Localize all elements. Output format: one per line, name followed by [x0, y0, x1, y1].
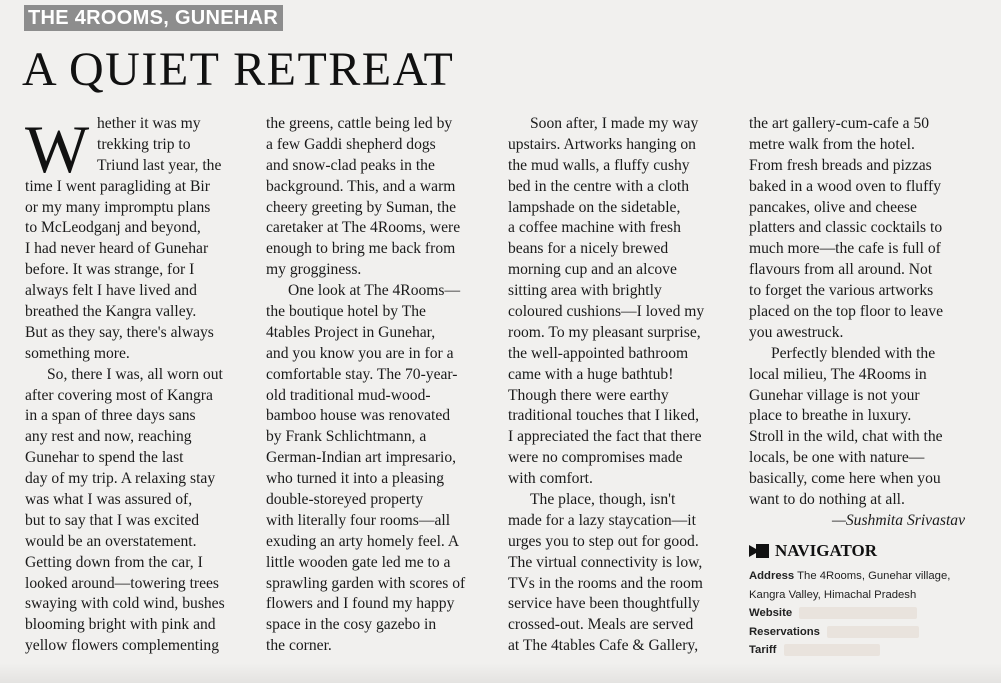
text-line: bamboo house was renovated	[266, 407, 451, 425]
text-line: blooming bright with pink and	[25, 616, 216, 634]
text-line: a coffee machine with fresh	[508, 219, 681, 237]
text-line: and you know you are in for a	[266, 344, 454, 362]
text-line: beans for a nicely brewed	[508, 240, 669, 258]
reservations-row	[749, 623, 950, 642]
text-line: any rest and now, reaching	[25, 428, 192, 446]
text-line: bed in the centre with a cloth	[508, 177, 689, 195]
text-line: 4tables Project in Gunehar,	[266, 323, 436, 341]
address-value-line-2: Kangra Valley, Himachal Pradesh	[749, 588, 917, 601]
address-value-line-1: The 4Rooms, Gunehar village,	[797, 570, 951, 582]
text-line: background. This, and a warm	[266, 177, 456, 195]
text-line: placed on the top floor to leave	[749, 303, 943, 321]
text-line: place to breathe in luxury.	[749, 407, 912, 425]
text-line: breathed the Kangra valley.	[25, 303, 197, 321]
text-line: looked around—towering trees	[25, 574, 220, 592]
text-line: The place, though, isn't	[530, 491, 676, 509]
text-line: the mud walls, a fluffy cushy	[508, 156, 690, 174]
text-line: always felt I have lived and	[25, 282, 197, 300]
text-line: the greens, cattle being led by	[266, 115, 453, 132]
text-line: local milieu, The 4Rooms in	[749, 365, 927, 383]
text-line: in a span of three days sans	[25, 407, 196, 425]
text-line: Gunehar to spend the last	[25, 449, 184, 467]
redacted-tariff	[784, 644, 880, 656]
text-line: space in the cosy gazebo in	[266, 616, 437, 634]
text-line: with literally four rooms—all	[266, 511, 451, 529]
text-line: service have been thoughtfully	[508, 595, 700, 613]
text-line: platters and classic cocktails to	[749, 219, 943, 237]
text-line: was what I was assured of,	[25, 491, 193, 509]
page-bottom-shadow	[0, 663, 1001, 683]
text-line: hether it was my	[97, 115, 201, 132]
text-line: crossed-out. Meals are served	[508, 616, 694, 634]
navigator-title: NAVIGATOR	[775, 541, 878, 560]
text-line: want to do nothing at all.	[749, 491, 905, 509]
text-line: old traditional mud-wood-	[266, 386, 431, 404]
text-line: after covering most of Kangra	[25, 386, 213, 404]
text-line: flowers and I found my happy	[266, 595, 455, 613]
text-line: Perfectly blended with the	[771, 344, 936, 362]
text-line: Stroll in the wild, chat with the	[749, 428, 943, 446]
text-line: or my many impromptu plans	[25, 198, 211, 216]
text-line: the boutique hotel by The	[266, 303, 426, 321]
text-line: much more—the cafe is full of	[749, 240, 941, 258]
text-line: coloured cushions—I loved my	[508, 303, 705, 321]
text-line: traditional touches that I liked,	[508, 407, 699, 425]
text-line: pancakes, olive and cheese	[749, 198, 917, 216]
tariff-label: Tariff	[749, 644, 777, 657]
text-line: to forget the various artworks	[749, 282, 934, 300]
text-line: sitting area with brightly	[508, 282, 662, 300]
text-line: morning cup and an alcove	[508, 261, 677, 279]
text-line: you awestruck.	[749, 323, 844, 341]
text-line: would be an overstatement.	[25, 532, 197, 550]
text-line: metre walk from the hotel.	[749, 135, 915, 153]
website-label: Website	[749, 607, 793, 620]
drop-cap: W	[25, 111, 90, 187]
text-line: lampshade on the sidetable,	[508, 198, 681, 216]
text-line: From fresh breads and pizzas	[749, 156, 932, 174]
text-line: upstairs. Artworks hanging on	[508, 135, 696, 153]
author-byline: —Sushmita Srivastav	[832, 511, 965, 529]
text-line: Triund last year, the	[97, 156, 222, 174]
text-line: One look at The 4Rooms—	[288, 282, 461, 300]
text-line: little wooden gate led me to a	[266, 553, 451, 571]
text-line: time I went paragliding at Bir	[25, 177, 210, 195]
text-line: day of my trip. A relaxing stay	[25, 470, 216, 488]
text-line: by Frank Schlichtmann, a	[266, 428, 427, 446]
text-line: locals, be one with nature—	[749, 449, 925, 467]
text-line: and snow-clad peaks in the	[266, 156, 435, 174]
text-line: the corner.	[266, 637, 332, 655]
text-line: sprawling garden with scores of	[266, 574, 466, 592]
text-line: But as they say, there's always	[25, 323, 214, 341]
text-line: before. It was strange, for I	[25, 261, 195, 279]
text-line: with comfort.	[508, 470, 593, 488]
text-line: who turned it into a pleasing	[266, 470, 444, 488]
text-line: to McLeodganj and beyond,	[25, 219, 201, 237]
text-line: The virtual connectivity is low,	[508, 553, 703, 571]
page-headline: A QUIET RETREAT	[22, 43, 455, 96]
text-line: were no compromises made	[508, 449, 683, 467]
text-line: Soon after, I made my way	[530, 115, 699, 132]
navigator-heading	[749, 540, 877, 562]
text-line: basically, come here when you	[749, 470, 941, 488]
text-line: exuding an arty homely feel. A	[266, 532, 460, 550]
article-column-2	[266, 114, 465, 657]
text-line: at The 4tables Cafe & Gallery,	[508, 637, 699, 655]
text-line: enough to bring me back from	[266, 240, 456, 258]
navigator-details	[749, 567, 950, 660]
text-line: room. To my pleasant surprise,	[508, 323, 701, 341]
text-line: cheery greeting by Suman, the	[266, 198, 457, 216]
text-line: So, there I was, all worn out	[47, 365, 223, 383]
address-row	[749, 567, 950, 586]
text-line: caretaker at The 4Rooms, were	[266, 219, 461, 237]
article-column-1	[25, 111, 225, 657]
text-line: the well-appointed bathroom	[508, 344, 689, 362]
redacted-reservations	[827, 626, 919, 638]
text-line: I had never heard of Gunehar	[25, 240, 209, 258]
text-line: the art gallery-cum-cafe a 50	[749, 115, 930, 132]
text-line: trekking trip to	[97, 135, 191, 153]
text-line: German-Indian art impresario,	[266, 449, 457, 467]
text-line: but to say that I was excited	[25, 511, 200, 529]
text-line: urges you to step out for good.	[508, 532, 699, 550]
text-line: comfortable stay. The 70-year-	[266, 365, 458, 383]
text-line: my grogginess.	[266, 261, 362, 279]
text-line: I appreciated the fact that there	[508, 428, 702, 446]
text-line: swaying with cold wind, bushes	[25, 595, 225, 613]
article-column-3	[508, 114, 704, 657]
section-kicker: THE 4ROOMS, GUNEHAR	[24, 5, 283, 31]
text-line: made for a lazy staycation—it	[508, 511, 696, 529]
text-line: something more.	[25, 344, 130, 362]
text-line: TVs in the rooms and the room	[508, 574, 703, 592]
text-line: came with a huge bathtub!	[508, 365, 674, 383]
website-row	[749, 604, 950, 623]
text-line: flavours from all around. Not	[749, 261, 933, 279]
reservations-label: Reservations	[749, 625, 820, 638]
text-line: Getting down from the car, I	[25, 553, 203, 571]
tariff-row	[749, 641, 950, 660]
text-line: a few Gaddi shepherd dogs	[266, 135, 436, 153]
text-line: Though there were earthy	[508, 386, 669, 404]
text-line: Gunehar village is not your	[749, 386, 920, 404]
text-line: yellow flowers complementing	[25, 637, 220, 655]
redacted-website	[799, 607, 917, 619]
address-label: Address	[749, 570, 795, 582]
car-icon	[749, 543, 769, 559]
article-column-4	[749, 114, 965, 532]
text-line: double-storeyed property	[266, 491, 424, 509]
text-line: baked in a wood oven to fluffy	[749, 177, 941, 195]
